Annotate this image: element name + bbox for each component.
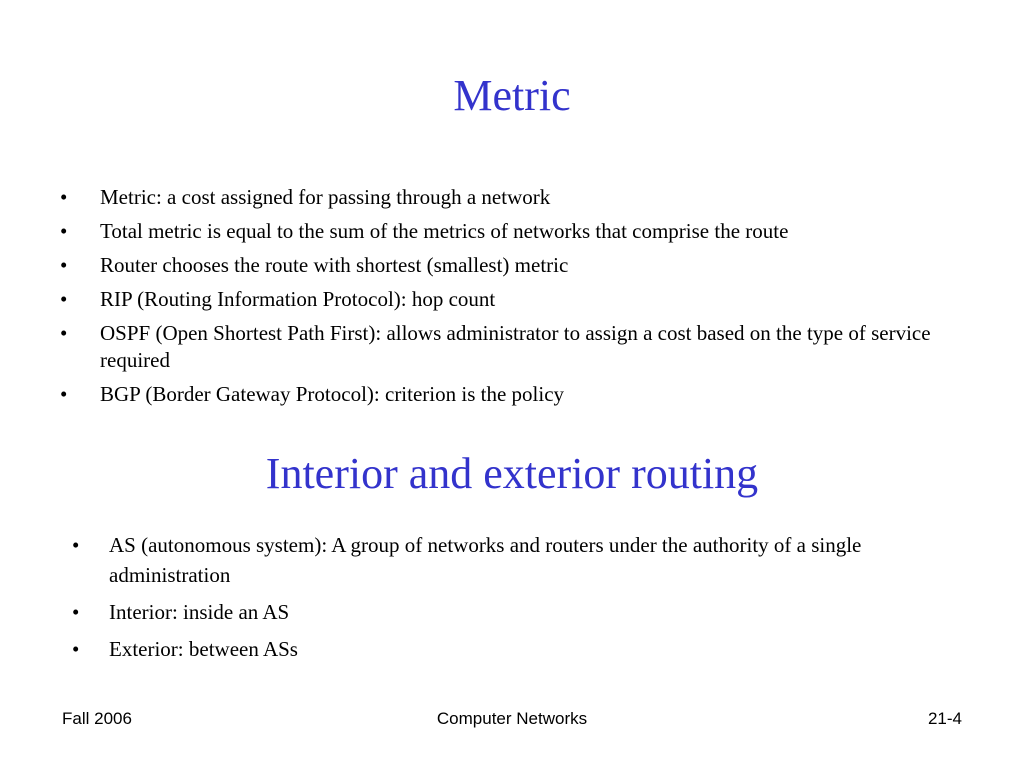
list-item-text: BGP (Border Gateway Protocol): criterion is the policy [100,382,565,406]
bullet-icon: • [72,533,80,557]
bullet-icon: • [60,253,68,277]
list-item-text: Interior: inside an AS [109,600,290,624]
slide-title: Metric [453,71,571,120]
list-item-text: Router chooses the route with shortest (smallest) metric [100,253,569,277]
bullet-list-routing [72,530,982,671]
bullet-list-metric [60,184,980,415]
bullet-icon: • [72,600,80,624]
list-item-text: OSPF (Open Shortest Path First): allows administrator to assign a cost based on the type of service required [100,321,931,372]
list-item-text: AS (autonomous system): A group of networks and routers under the authority of a single administration [109,533,862,587]
list-item [72,597,982,627]
list-item [60,320,980,374]
list-item-text: RIP (Routing Information Protocol): hop count [100,287,496,311]
bullet-icon: • [60,382,68,406]
list-item [60,381,980,408]
list-item-text: Total metric is equal to the sum of the metrics of networks that comprise the route [100,219,789,243]
footer-slide-number: 21-4 [927,709,962,728]
list-item [60,286,980,313]
list-item [72,634,982,664]
section-title: Interior and exterior routing [265,449,759,498]
list-item [60,218,980,245]
bullet-icon: • [60,219,68,243]
list-item [60,252,980,279]
list-item-text: Exterior: between ASs [109,637,298,661]
bullet-icon: • [72,637,80,661]
list-item-text: Metric: a cost assigned for passing through a network [100,185,551,209]
bullet-icon: • [60,185,68,209]
footer-date: Fall 2006 [62,709,132,728]
bullet-icon: • [60,287,68,311]
list-item [72,530,982,590]
bullet-icon: • [60,321,68,345]
footer-course-title: Computer Networks [436,709,588,728]
list-item [60,184,980,211]
